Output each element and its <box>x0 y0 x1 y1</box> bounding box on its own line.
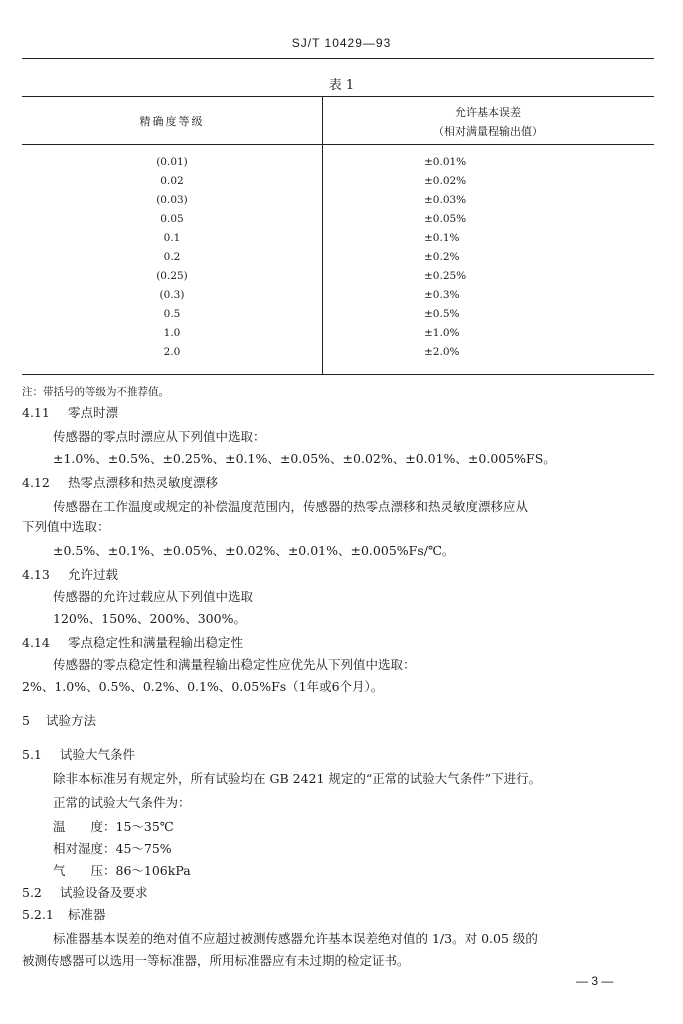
error-cell: ±0.1% <box>424 232 460 244</box>
page-number: — 3 — <box>576 974 614 988</box>
grade-cell: 0.2 <box>163 251 181 263</box>
section-number: 5.2.1 <box>22 907 54 922</box>
paragraph: 120%、150%、200%、300%。 <box>53 611 246 626</box>
error-cell: ±0.05% <box>424 213 467 225</box>
table-title: 表 1 <box>328 78 355 93</box>
grade-cell: (0.03) <box>156 194 188 206</box>
section-title: 试验设备及要求 <box>60 885 148 900</box>
section-5-1-heading <box>22 746 135 764</box>
table-row <box>22 194 654 213</box>
paragraph: 传感器的零点稳定性和满量程输出稳定性应优先从下列值中选取： <box>53 657 416 672</box>
table-row <box>22 175 654 194</box>
table-header-grade: 精确度等级 <box>139 115 205 128</box>
error-cell: ±0.01% <box>424 156 467 168</box>
paragraph: 传感器在工作温度或规定的补偿温度范围内，传感器的热零点漂移和热灵敏度漂移应从 <box>53 499 529 514</box>
paragraph: 正常的试验大气条件为： <box>53 795 191 810</box>
section-number: 4.13 <box>22 567 50 582</box>
grade-cell: 0.5 <box>163 308 181 320</box>
section-4-12-heading <box>22 474 218 492</box>
paragraph: 除非本标准另有规定外，所有试验均在 GB 2421 规定的“正常的试验大气条件”下进行。 <box>53 771 542 786</box>
table-row <box>22 232 654 251</box>
table-row <box>22 251 654 270</box>
error-cell: ±0.25% <box>424 270 467 282</box>
grade-cell: (0.3) <box>159 289 185 301</box>
paragraph: ±1.0%、±0.5%、±0.25%、±0.1%、±0.05%、±0.02%、±0.01%、±0.005%FS。 <box>53 451 556 466</box>
section-title: 零点稳定性和满量程输出稳定性 <box>68 635 244 650</box>
grade-cell: 0.1 <box>163 232 181 244</box>
condition-pressure: 气 压：86～106kPa <box>53 863 191 878</box>
table-row <box>22 346 654 365</box>
error-cell: ±0.3% <box>424 289 460 301</box>
grade-cell: (0.25) <box>156 270 188 282</box>
section-number: 4.14 <box>22 635 50 650</box>
condition-humidity: 相对湿度：45～75% <box>53 841 172 856</box>
section-5-heading <box>22 712 96 730</box>
table-note: 注：带括号的等级为不推荐值。 <box>22 386 169 398</box>
error-cell: ±1.0% <box>424 327 460 339</box>
paragraph: 标准器基本误差的绝对值不应超过被测传感器允许基本误差绝对值的 1/3。对 0.05 级的 <box>53 931 538 946</box>
paragraph-continuation: 下列值中选取： <box>22 519 110 534</box>
section-4-14-heading <box>22 634 243 652</box>
table-row <box>22 308 654 327</box>
error-cell: ±0.5% <box>424 308 460 320</box>
table-row <box>22 156 654 175</box>
table-row <box>22 213 654 232</box>
standard-number-header: SJ/T 10429—93 <box>291 36 392 50</box>
section-title: 零点时漂 <box>68 405 119 420</box>
error-cell: ±0.03% <box>424 194 467 206</box>
table-row <box>22 327 654 346</box>
section-number: 4.12 <box>22 475 50 490</box>
header-rule <box>22 58 654 59</box>
section-4-11-heading <box>22 404 118 422</box>
paragraph: 2%、1.0%、0.5%、0.2%、0.1%、0.05%Fs（1年或6个月）。 <box>22 679 384 694</box>
section-5-2-heading <box>22 884 148 902</box>
accuracy-table <box>22 96 654 376</box>
paragraph-continuation: 被测传感器可以选用一等标准器，所用标准器应有未过期的检定证书。 <box>22 953 410 968</box>
paragraph: 传感器的零点时漂应从下列值中选取： <box>53 429 266 444</box>
paragraph: ±0.5%、±0.1%、±0.05%、±0.02%、±0.01%、±0.005%Fs/℃。 <box>53 543 455 558</box>
section-number: 4.11 <box>22 405 50 420</box>
section-4-13-heading <box>22 566 118 584</box>
section-number: 5.2 <box>22 885 42 900</box>
section-number: 5 <box>22 713 30 728</box>
section-title: 热零点漂移和热灵敏度漂移 <box>68 475 219 490</box>
table-bottom-rule <box>22 374 654 375</box>
grade-cell: 2.0 <box>163 346 181 358</box>
table-row <box>22 270 654 289</box>
grade-cell: 1.0 <box>163 327 181 339</box>
table-header-rule <box>22 144 654 145</box>
condition-temperature: 温 度：15～35℃ <box>53 819 174 834</box>
paragraph: 传感器的允许过载应从下列值中选取 <box>53 589 254 604</box>
section-number: 5.1 <box>22 747 42 762</box>
table-header-error: 允许基本误差 <box>455 106 521 119</box>
error-cell: ±2.0% <box>424 346 460 358</box>
section-5-2-1-heading <box>22 906 106 924</box>
section-title: 允许过载 <box>68 567 119 582</box>
section-title: 标准器 <box>68 907 106 922</box>
grade-cell: 0.05 <box>160 213 184 225</box>
section-title: 试验方法 <box>46 713 97 728</box>
error-cell: ±0.2% <box>424 251 460 263</box>
error-cell: ±0.02% <box>424 175 467 187</box>
section-title: 试验大气条件 <box>60 747 136 762</box>
table-top-rule <box>22 96 654 97</box>
table-header-error-sub: （相对满量程输出值） <box>433 125 543 138</box>
table-row <box>22 289 654 308</box>
grade-cell: (0.01) <box>156 156 188 168</box>
grade-cell: 0.02 <box>160 175 184 187</box>
